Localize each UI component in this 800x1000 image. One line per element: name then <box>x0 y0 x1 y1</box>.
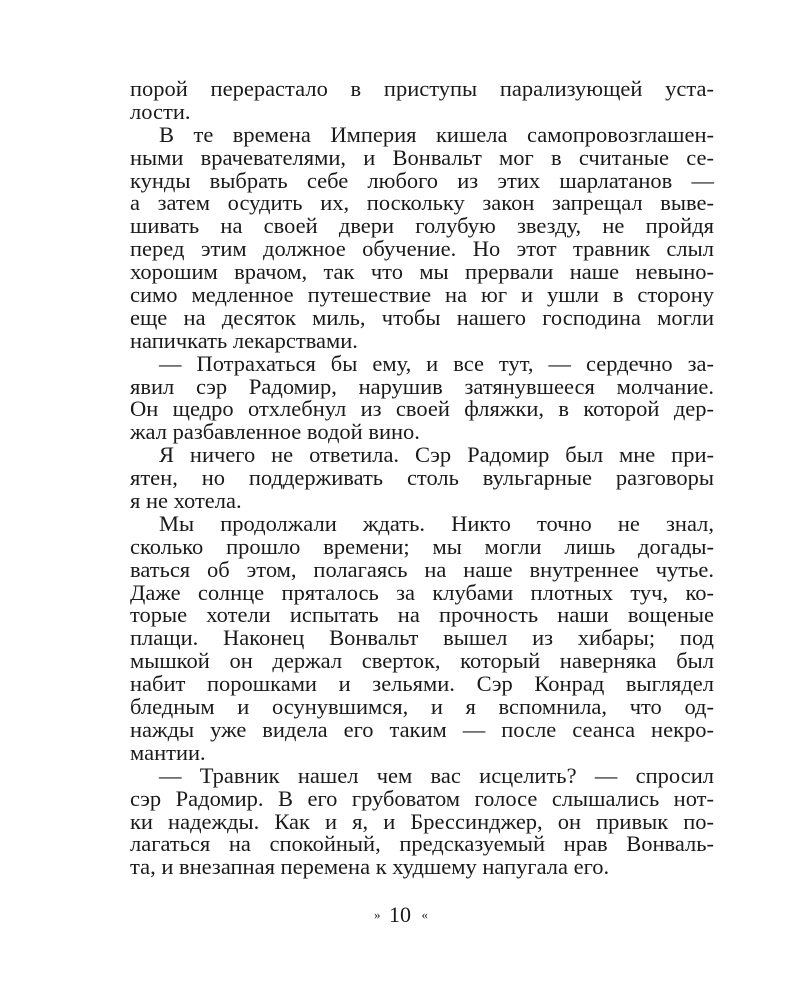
text-line: нажды уже видела его таким — после сеанса некро- <box>130 716 714 742</box>
right-ornament-icon: « <box>421 906 426 922</box>
text-line: напичкать лекарствами. <box>130 327 358 353</box>
page-number: 10 <box>389 901 411 927</box>
left-ornament-icon: » <box>374 906 379 922</box>
text-line: та, и внезапная перемена к худшему напугала его. <box>130 854 610 880</box>
text-line: мантии. <box>130 739 206 765</box>
text-line: ваться об этом, полагаясь на наше внутреннее чутье. <box>130 556 714 582</box>
text-line: ки надежды. Как и я, и Брессинджер, он привык по- <box>130 808 714 834</box>
text-line: еще на десяток миль, чтобы нашего господина могли <box>130 304 714 330</box>
page-body <box>130 78 714 879</box>
text-line: я не хотела. <box>130 488 242 514</box>
text-line: мышкой он держал сверток, который наверняка был <box>130 648 714 674</box>
text-line: — Потрахаться бы ему, и все тут, — сердечно за- <box>159 350 714 376</box>
text-line: торые хотели испытать на прочность наши вощеные <box>130 602 714 628</box>
text-line: явил сэр Радомир, нарушив затянувшееся молчание. <box>130 373 714 399</box>
text-line: перед этим должное обучение. Но этот травник слыл <box>130 236 714 262</box>
text-line: сколько прошло времени; мы могли лишь догады- <box>130 533 714 559</box>
text-line: шивать на своей двери голубую звезду, не пройдя <box>130 213 714 239</box>
text-line: симо медленное путешествие на юг и ушли в сторону <box>130 282 714 308</box>
text-line: В те времена Империя кишела самопровозглашен- <box>159 121 714 147</box>
text-line: — Травник нашел чем вас исцелить? — спросил <box>159 762 714 788</box>
text-line: Мы продолжали ждать. Никто точно не знал, <box>159 510 714 536</box>
text-line: Я ничего не ответила. Сэр Радомир был мне при- <box>159 442 714 468</box>
text-line: лагаться на спокойный, предсказуемый нрав Вонваль- <box>130 831 714 857</box>
text-line: Даже солнце пряталось за клубами плотных туч, ко- <box>130 579 714 605</box>
text-line: набит порошками и зельями. Сэр Конрад выглядел <box>130 671 714 697</box>
text-line: жал разбавленное водой вино. <box>130 419 420 445</box>
text-line: бледным и осунувшимся, и я вспомнила, что од- <box>130 694 714 720</box>
text-line: кунды выбрать себе любого из этих шарлатанов — <box>130 167 714 193</box>
text-line: сэр Радомир. В его грубоватом голосе слышались нот- <box>130 785 714 811</box>
page-footer <box>0 900 800 928</box>
text-line: ными врачевателями, и Вонвальт мог в считаные се- <box>130 144 714 170</box>
text-line: а затем осудить их, поскольку закон запрещал выве- <box>130 190 714 216</box>
text-line: Он щедро отхлебнул из своей фляжки, в которой дер- <box>130 396 714 422</box>
text-line: хорошим врачом, так что мы прервали наше невыно- <box>130 259 714 285</box>
text-line: ятен, но поддерживать столь вульгарные разговоры <box>130 465 714 491</box>
text-line: плащи. Наконец Вонвальт вышел из хибары; под <box>130 625 714 651</box>
text-line: лости. <box>130 98 191 124</box>
text-line: порой перерастало в приступы парализующей уста- <box>130 76 714 101</box>
